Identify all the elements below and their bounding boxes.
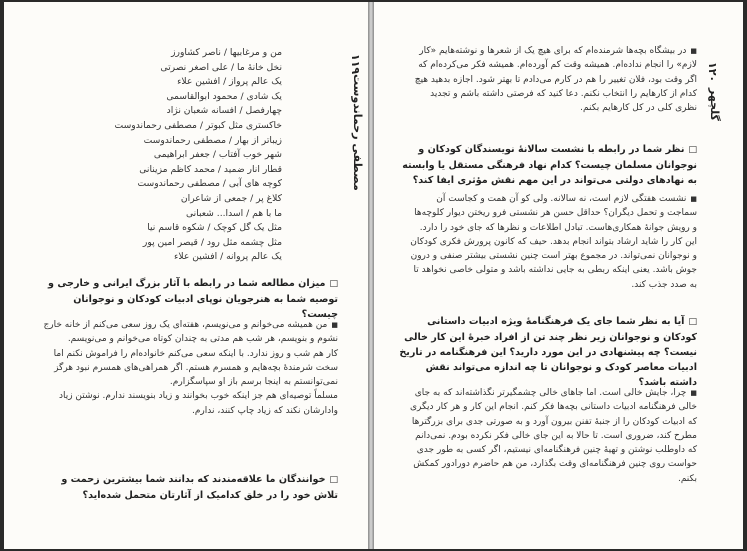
question-1: □ میزان مطالعه شما در رابطه با آثار بزرگ ایرانی و خارجی و توصیه شما به هنرجویان نوپای ادبیات کودکان و نوجوانان چیست؟ (38, 276, 338, 322)
list-item: ما با هم / اسدا... شعبانی (185, 207, 282, 219)
book-list (52, 46, 282, 265)
right-page (374, 2, 743, 549)
answer-1-paragraph: ■ من همیشه می‌خوانم و می‌نویسم، هفته‌ای یک روز سعی می‌کنم از خانه خارج نشوم و بنویسم، هر شب هم مدتی به چندان کوتاه می‌خوانم و می‌نویسم. (38, 318, 338, 347)
list-item: مثل یک گل کوچک / شکوه قاسم نیا (147, 222, 282, 234)
book-spread (4, 2, 743, 549)
list-item: زیباتر از بهار / مصطفی رحماندوست (143, 134, 282, 146)
answer-3-paragraph: این کار را شاید ارشاد بتواند انجام بدهد. حیف که کانون پرورش فکری کودکان و نوجوانان نمی‌تواند. در مجموع بهتر است چنین نشستی بیشتر صنفی و درون جوش باشد. یعنی اینکه ربطی به جایی نداشته باشد و متولی خاصی نخواهد تا به صدد جذب کند. (410, 236, 697, 290)
answer-4: ■ چرا، جایش خالی است. اما جاهای خالی چشمگیرتر نگذاشته‌اند که به جای خالی فرهنگنامه ادبیات داستانی بچه‌ها فکر کنم. انجام این کار و هر کار دیگری که ادبیات کودکان را از جنبهٔ تفنن بیرون آورد و به صورتی جدی برای بزرگترها مطرح کند، ضروری است. تا حالا به این جای خالی فکر نکرده بودم. نمی‌دانم که داوطلب نوشتن و تهیهٔ چنین فرهنگنامه‌ای نیستیم، اگر کسی به طور جدی حواست روی چنین فرهنگنامه‌ای وقت بگذارد، من هم حاضرم دورادور کمکش بکنم. (409, 386, 697, 486)
list-item: شهر خوب آفتاب / جعفر ابراهیمی (153, 149, 282, 161)
left-page-number: ۱۱۹ (349, 54, 362, 75)
answer-1-paragraph: کار هم شب و روز ندارد. با اینکه سعی می‌کنم خانواده‌ام را فراموش نکنم اما سخت شرمندهٔ بچه‌هایم و همسرم هستم. اگر همراهی‌های همسرم نبود هرگز نمی‌توانستم به اینجا برسم باز او سپاسگزارم. (53, 348, 338, 388)
question-2: □ خوانندگان ما علاقه‌مندند که بدانند شما بیشترین زحمت و تلاش خود را در خلق کدامیک از آثارتان متحمل شده‌اید؟ (38, 472, 338, 503)
list-item: مثل چشمه مثل رود / قیصر امین پور (142, 236, 282, 248)
right-page-number: ۱۲۰ (706, 62, 719, 83)
question-4: □ آیا به نظر شما جای یک فرهنگنامهٔ ویژه ادبیات داستانی کودکان و نوجوانان زیر نظر چند تن از افراد خبرهٔ این کار خالی نیست؟ چه پیشنهادی در این مورد دارید؟ این فرهنگنامه در تاریخ ادبیات معاصر کودک و نوجوانان تا چه اندازه می‌تواند نقش داشته باشد؟ (397, 314, 697, 390)
list-item: نخل خانهٔ ما / علی اصغر نصرتی (160, 61, 282, 73)
list-item: یک عالم پرواز / افشین علاء (177, 76, 282, 88)
answer-3-paragraph: ■ نشست هفتگی لازم است، نه سالانه. ولی کو آن همت و کجاست آن سماجت و تحمل دیگران؟ حداقل حسن هر نشستی فرو ریختن دیوار کلوچه‌ها و رویش جوانهٔ همکاری‌هاست. تبادل اطلاعات و نظرها که جای خود را دارد. (409, 192, 697, 235)
intro-answer: ■ در بیشگاه بچه‌ها شرمنده‌ام که برای هیچ یک از شعرها و نوشته‌هایم «کار لازم» را انجام نداده‌ام. همیشه وقت کم آورده‌ام. همیشه فکر می‌کرده‌ام که اگر وقت بود، فلان تغییر را هم در کارم می‌دادم تا بهتر شود. اجازه بدهید هیچ کدام از کارهایم را انتخاب نکنم. دعا کنید که فرصتی داشته باشم و تجدید نظری کلی در کل کارهایم بکنم. (409, 44, 697, 115)
answer-3 (409, 192, 697, 292)
list-item: چهارفصل / افسانه شعبان نژاد (166, 105, 282, 117)
answer-1 (38, 318, 338, 418)
list-item: کوچه های آبی / مصطفی رحماندوست (137, 178, 282, 190)
answer-1-paragraph: مسلماً توصیه‌ای هم جز اینکه خوب بخوانند و زیاد بنویسند ندارم. نوشتن زیاد وادارشان نکند که زیاد چاپ کنند، ندارم. (58, 391, 338, 416)
right-running-head: گلچهر (708, 88, 721, 121)
question-3: □ نظر شما در رابطه با نشست سالانهٔ نویسندگان کودکان و نوجوانان مسلمان چیست؟ کدام نهاد فرهنگی مستقل یا وابسته به نهادهای دولتی می‌تواند در این مهم نقش مؤثری ایفا کند؟ (397, 142, 697, 188)
list-item: خاکستری مثل کبوتر / مصطفی رحماندوست (114, 119, 282, 131)
list-item: یک شادی / محمود ابوالقاسمی (166, 90, 282, 102)
list-item: قطار انار ضمید / محمد کاظم مزینانی (139, 163, 282, 175)
left-running-head: مصطفی رحماندوست (351, 74, 364, 191)
list-item: کلاغ پر / جمعی از شاعران (180, 192, 282, 204)
list-item: من و مرغابیها / ناصر کشاورز (171, 47, 282, 58)
left-page (4, 2, 369, 549)
list-item: یک عالم پروانه / افشین علاء (174, 251, 282, 263)
